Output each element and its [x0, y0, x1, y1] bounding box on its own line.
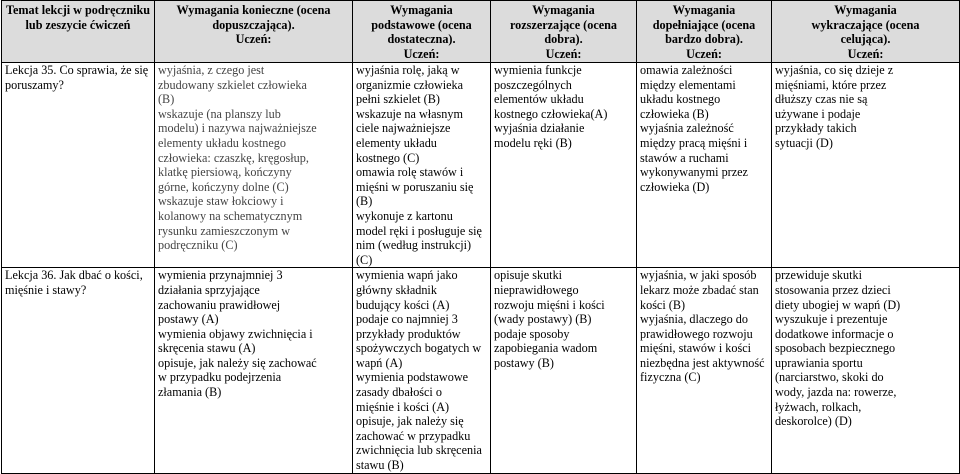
cell-text-line: wyjaśnia, co się dzieje z — [775, 63, 894, 77]
cell-text-line: wykonuje z kartonu — [356, 208, 453, 223]
cell-text-line: górne, kończyny dolne (C) — [158, 179, 289, 194]
cell-text-line: mięśni, stawów i kości — [640, 341, 752, 356]
cell-text-line: wskazuje na własnym — [356, 106, 463, 121]
cell-complementary — [637, 268, 772, 473]
header-line: Wymagania — [532, 3, 595, 17]
cell-text-line: (wady postawy) (B) — [494, 312, 592, 327]
cell-text-line: podaje sposoby — [494, 326, 570, 341]
cell-text-line: układu kostnego — [640, 92, 721, 107]
cell-text-line: opisuje, jak należy się — [356, 414, 464, 429]
cell-text-line: opisuje skutki — [494, 268, 563, 283]
table-row — [2, 268, 960, 473]
header-line: podstawowe (ocena — [371, 17, 472, 32]
cell-text-line: wymienia objawy zwichnięcia i — [158, 326, 313, 341]
cell-text-line: postawy (A) — [158, 312, 219, 327]
cell-text-line: omawia rolę stawów i — [356, 165, 464, 180]
header-complementary — [637, 1, 772, 63]
cell-text-line: wymienia wapń jako — [356, 268, 458, 283]
cell-text-line: zwichnięcia lub skręcenia — [356, 443, 482, 458]
cell-text-line: (narciarstwo, skoki do — [775, 370, 884, 385]
cell-text-line: między pracą mięśni i — [640, 135, 748, 150]
cell-text-line: złamania (B) — [158, 385, 222, 400]
header-line: rozszerzające (ocena — [509, 17, 618, 32]
cell-text-line: zasady dbałości o — [356, 385, 442, 400]
cell-lesson-topic — [2, 268, 155, 473]
cell-text-line: sytuacji (D) — [775, 135, 833, 150]
cell-text-line: lekarz może zbadać stan — [640, 282, 759, 297]
cell-text-line: podaje co najmniej 3 — [356, 312, 458, 327]
cell-text-line: wapń (A) — [356, 355, 403, 370]
cell-text-line: prawidłowego rozwoju — [640, 326, 753, 341]
cell-text-line: elementów układu — [494, 92, 584, 107]
cell-text-line: wyjaśnia, dlaczego do — [640, 312, 748, 327]
header-line: dostateczna). — [387, 32, 456, 47]
cell-text-line: postawy (B) — [494, 355, 554, 370]
cell-text-line: poszczególnych — [494, 77, 572, 92]
cell-text-line: człowieka (D) — [640, 179, 710, 194]
header-exceeding — [772, 1, 960, 63]
cell-text-line: w przypadku podejrzenia — [158, 370, 282, 385]
cell-text-line: skręcenia stawu (A) — [158, 341, 256, 356]
cell-text-line: rozwoju mięśni i kości — [494, 297, 605, 312]
cell-text-line: rysunku zamieszczonym w — [158, 223, 290, 238]
cell-text-line: opisuje, jak należy się zachować — [158, 355, 317, 370]
cell-text-line: ciele najważniejsze — [356, 121, 451, 136]
header-line: Temat lekcji w podręczniku — [5, 3, 151, 17]
cell-text-line: działania sprzyjające — [158, 282, 260, 297]
cell-text-line: Lekcja 36. Jak dbać o kości, — [5, 268, 143, 283]
cell-text-line: przykłady produktów — [356, 326, 461, 341]
header-basic — [353, 1, 491, 63]
cell-text-line: wskazuje staw łokciowy i — [158, 194, 284, 209]
header-line: Uczeń: — [686, 46, 722, 61]
header-row — [2, 1, 960, 63]
cell-text-line: (B) — [356, 194, 373, 209]
cell-text-line: zbudowany szkielet człowieka — [158, 77, 307, 92]
cell-text-line: wyjaśnia działanie — [494, 121, 585, 136]
header-line: Uczeń: — [403, 46, 440, 61]
cell-text-line: organizmie człowieka — [356, 77, 464, 92]
cell-text-line: łyżwach, rolkach, — [775, 399, 862, 414]
header-lesson-topic — [2, 1, 155, 63]
curriculum-requirements-table — [1, 0, 960, 474]
cell-text-line: wymienia podstawowe — [356, 370, 469, 385]
cell-exceeding — [772, 268, 960, 473]
cell-exceeding — [772, 63, 960, 268]
cell-text-line: fizyczna (C) — [640, 370, 701, 385]
cell-necessary — [155, 63, 353, 268]
cell-basic — [353, 268, 491, 473]
cell-text-line: kostnego (C) — [356, 150, 420, 165]
cell-text-line: wyjaśnia zależność — [640, 121, 734, 136]
cell-text-line: zapobiegania wadom — [494, 341, 598, 356]
cell-text-line: mięśnie i kości (A) — [356, 399, 450, 414]
cell-text-line: nieprawidłowego — [494, 282, 579, 297]
header-line: dopuszczająca). — [212, 17, 295, 32]
cell-text-line: poruszamy? — [5, 77, 64, 92]
cell-text-line: wyszukuje i prezentuje — [775, 312, 888, 327]
cell-complementary — [637, 63, 772, 268]
header-extended — [491, 1, 637, 63]
cell-text-line: dodatkowe informacje o — [775, 326, 894, 341]
cell-text-line: podręczniku (C) — [158, 238, 238, 253]
cell-text-line: przykłady takich — [775, 121, 857, 136]
header-necessary — [155, 1, 353, 63]
cell-text-line: elementy układu — [356, 135, 437, 150]
cell-text-line: stosowania przez dzieci — [775, 282, 891, 297]
table-row — [2, 63, 960, 268]
header-line: Wymagania — [390, 3, 453, 17]
header-line: dobra). — [544, 32, 583, 47]
cell-text-line: wymienia przynajmniej 3 — [158, 268, 283, 283]
header-line: Uczeń: — [847, 46, 884, 61]
cell-text-line: mięśni w poruszaniu się — [356, 179, 474, 194]
cell-text-line: diety ubogiej w wapń (D) — [775, 297, 901, 312]
cell-text-line: zachowaniu prawidłowej — [158, 297, 281, 312]
cell-text-line: modelu ręki (B) — [494, 135, 572, 150]
cell-text-line: pełni szkielet (B) — [356, 92, 440, 107]
cell-text-line: deskorolce) (D) — [775, 414, 852, 429]
cell-text-line: stawu (B) — [356, 458, 404, 473]
cell-lesson-topic — [2, 63, 155, 268]
cell-text-line: przewiduje skutki — [775, 268, 862, 283]
header-line: Wymagania — [834, 3, 897, 17]
cell-text-line: główny składnik — [356, 282, 437, 297]
cell-text-line: wykonywanymi przez — [640, 165, 748, 180]
cell-text-line: uprawiania sportu — [775, 355, 863, 370]
cell-text-line: niezbędna jest aktywność — [640, 355, 765, 370]
cell-text-line: stawów a ruchami — [640, 150, 729, 165]
cell-text-line: kostnego człowieka(A) — [494, 106, 608, 121]
cell-text-line: człowieka (B) — [640, 106, 709, 121]
cell-text-line: Lekcja 35. Co sprawia, że się — [5, 63, 149, 77]
cell-text-line: wskazuje (na planszy lub — [158, 106, 281, 121]
cell-text-line: między elementami — [640, 77, 736, 92]
header-line: celująca). — [840, 32, 891, 47]
cell-necessary — [155, 268, 353, 473]
cell-text-line: (B) — [158, 92, 175, 107]
header-line: Uczeń: — [545, 46, 582, 61]
cell-text-line: spożywczych bogatych w — [356, 341, 482, 356]
cell-extended — [491, 63, 637, 268]
cell-text-line: zachować w przypadku — [356, 428, 471, 443]
cell-text-line: budujący kości (A) — [356, 297, 450, 312]
cell-text-line: model ręki i posługuje się — [356, 223, 482, 238]
cell-text-line: wyjaśnia rolę, jaką w — [356, 63, 460, 77]
cell-text-line: mięśnie i stawy? — [5, 282, 87, 297]
cell-text-line: (C) — [356, 252, 373, 267]
cell-text-line: używane i podaje — [775, 106, 861, 121]
header-line: Wymagania — [672, 3, 736, 17]
header-line: Wymagania konieczne (ocena — [176, 3, 331, 17]
header-line: bardzo dobra). — [665, 32, 743, 47]
cell-text-line: wymienia funkcje — [494, 63, 582, 77]
header-line: wykraczające (ocena — [811, 17, 920, 32]
header-line: lub zeszycie ćwiczeń — [25, 17, 131, 32]
cell-text-line: klatkę piersiową, kończyny — [158, 165, 292, 180]
cell-text-line: elementy układu kostnego — [158, 135, 286, 150]
cell-text-line: mięśniami, które przez — [775, 77, 887, 92]
cell-text-line: wody, jazda na: rowerze, — [775, 385, 897, 400]
cell-text-line: kolanowy na schematycznym — [158, 208, 303, 223]
cell-extended — [491, 268, 637, 473]
cell-text-line: dłuższy czas nie są — [775, 92, 868, 107]
header-line: dopełniające (ocena — [652, 17, 756, 32]
cell-text-line: wyjaśnia, z czego jest — [158, 63, 265, 77]
cell-text-line: człowieka: czaszkę, kręgosłup, — [158, 150, 309, 165]
cell-text-line: sposobach bezpiecznego — [775, 341, 896, 356]
cell-text-line: wyjaśnia, w jaki sposób — [640, 268, 757, 283]
cell-text-line: nim (według instrukcji) — [356, 238, 472, 253]
cell-text-line: modelu) i nazywa najważniejsze — [158, 121, 317, 136]
cell-text-line: omawia zależności — [640, 63, 733, 77]
cell-basic — [353, 63, 491, 268]
cell-text-line: kości (B) — [640, 297, 686, 312]
header-line: Uczeń: — [235, 32, 272, 47]
